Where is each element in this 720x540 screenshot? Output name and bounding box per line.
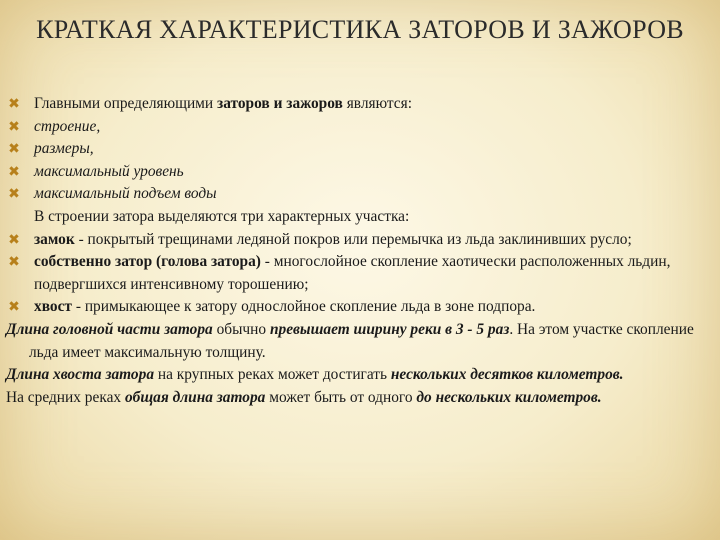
list-item [6, 296, 714, 319]
para-text: На средних реках [6, 388, 125, 406]
item-text: размеры, [34, 140, 94, 158]
para-emphasis: общая длина затора [124, 388, 266, 406]
item-bold: заторов и зажоров [217, 95, 343, 112]
para-text: на крупных реках может достигать [154, 366, 391, 384]
para-text: . На этом участке скопление льда имеет максимальную толщину. [29, 320, 694, 361]
x-mark-icon: ✖ [8, 186, 20, 203]
x-mark-icon: ✖ [8, 299, 20, 316]
item-text: максимальный уровень [34, 162, 184, 180]
x-mark-icon: ✖ [8, 163, 20, 180]
item-text: строение, [34, 117, 101, 135]
x-mark-icon: ✖ [8, 254, 20, 271]
item-text: - примыкающее к затору однослойное скопление льда в зоне подпора. [72, 298, 536, 316]
list-item [6, 116, 714, 139]
page-title: КРАТКАЯ ХАРАКТЕРИСТИКА ЗАТОРОВ И ЗАЖОРОВ [36, 15, 684, 44]
item-text: Главными определяющими [34, 95, 218, 112]
item-bold: собственно затор (голова затора) [34, 253, 261, 271]
item-bold: замок [34, 230, 75, 248]
continuation-line: В строении затора выделяются три характерных участка: [34, 207, 410, 225]
x-mark-icon: ✖ [8, 96, 20, 112]
para-text: обычно [212, 320, 270, 338]
paragraph-medium-rivers [6, 387, 714, 410]
list-item [6, 229, 714, 252]
list-item [6, 183, 714, 206]
paragraph-tail-length [6, 364, 714, 387]
para-text: может быть от одного [265, 388, 417, 406]
list-item [6, 251, 714, 296]
list-item [6, 161, 714, 184]
para-emphasis: до нескольких километров. [416, 388, 602, 406]
para-emphasis: Длина головной части затора [6, 320, 213, 338]
item-text: - покрытый трещинами ледяной покров или перемычка из льда заклинивших русло; [74, 230, 632, 248]
list-item [6, 93, 714, 116]
para-emphasis: нескольких десятков километров. [390, 366, 624, 384]
para-emphasis: Длина хвоста затора [6, 366, 155, 384]
x-mark-icon: ✖ [8, 118, 20, 135]
item-text: - многослойное скопление хаотически расположенных льдин, подвергшихся интенсивному торошению; [34, 253, 671, 293]
paragraph-head-length [6, 319, 714, 364]
para-emphasis: превышает ширину реки в 3 - 5 раз [269, 320, 510, 338]
list-item [6, 138, 714, 161]
x-mark-icon: ✖ [8, 141, 20, 158]
x-mark-icon: ✖ [8, 231, 20, 248]
item-text: максимальный подъем воды [34, 185, 217, 203]
item-bold: хвост [34, 298, 72, 316]
item-text: являются: [342, 95, 412, 112]
content-body [6, 93, 714, 409]
